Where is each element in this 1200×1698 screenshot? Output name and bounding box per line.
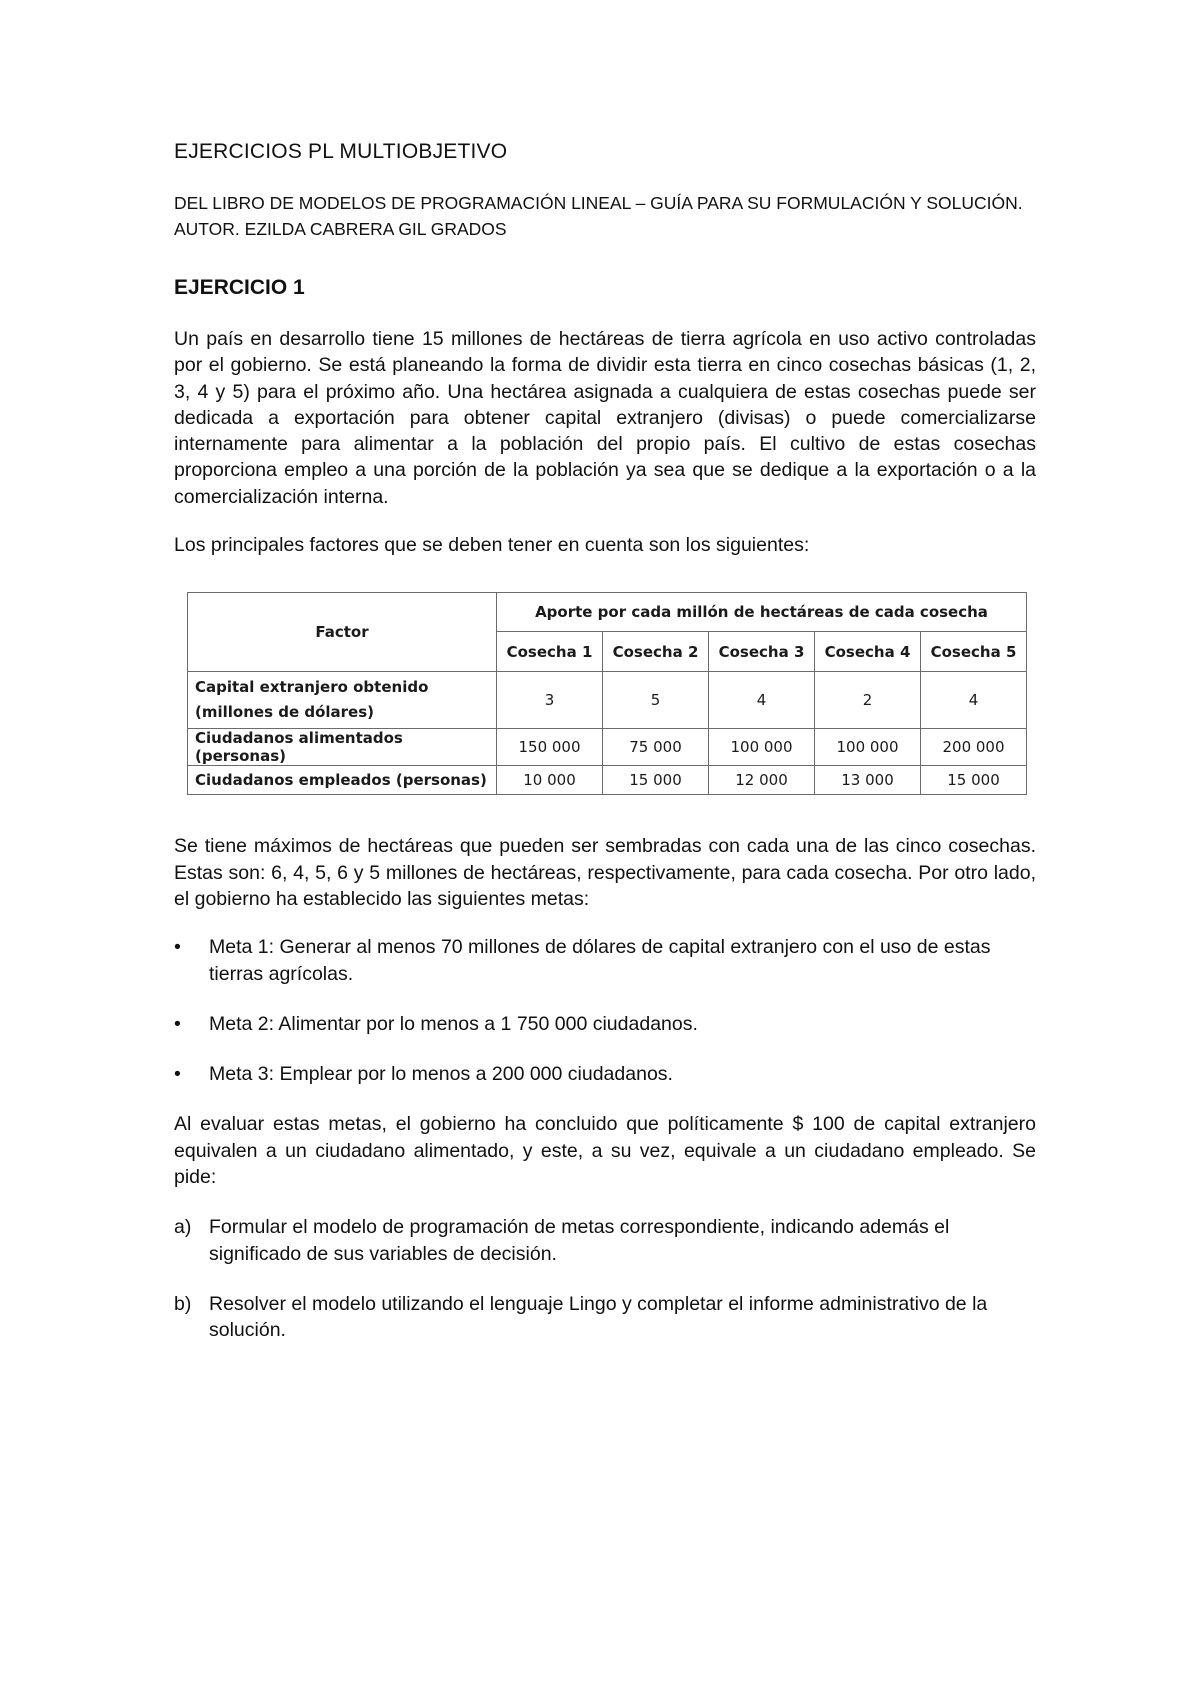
max-hectares-paragraph: Se tiene máximos de hectáreas que pueden ser sembradas con cada una de las cinco cosechas. Estas son: 6, 4, 5, 6 y 5 millones de hectáreas, respectivamente, para cada cosecha. Por otro lado, el gobierno ha establecido las siguientes metas: — [174, 835, 1036, 910]
table-row — [188, 729, 1027, 766]
table-cell: 3 — [497, 672, 603, 729]
table-cell: 15 000 — [921, 766, 1027, 795]
requirement-text: Resolver el modelo utilizando el lenguaje Lingo y completar el informe administrativo de la solución. — [209, 1292, 988, 1342]
requirements-list — [174, 1214, 1036, 1343]
document-title: EJERCICIOS PL MULTIOBJETIVO — [174, 140, 508, 163]
table-cell: 12 000 — [709, 766, 815, 795]
row-label-capital — [188, 672, 497, 729]
table-cell: 4 — [709, 672, 815, 729]
table-row — [188, 672, 1027, 729]
table-cell: 5 — [603, 672, 709, 729]
table-cell: 15 000 — [603, 766, 709, 795]
table-cell: 100 000 — [815, 729, 921, 766]
table-cell: 13 000 — [815, 766, 921, 795]
evaluation-paragraph: Al evaluar estas metas, el gobierno ha concluido que políticamente $ 100 de capital extranjero equivalen a un ciudadano alimentado, y este, a su vez, equivale a un ciudadano empleado. Se pide: — [174, 1113, 1036, 1189]
goal-text: Meta 3: Emplear por lo menos a 200 000 ciudadanos. — [209, 1063, 673, 1086]
list-item — [174, 1214, 1036, 1267]
bullet-icon: • — [174, 1012, 181, 1035]
bullet-icon: • — [174, 1063, 181, 1086]
table-cell: 200 000 — [921, 729, 1027, 766]
row-label-fed: Ciudadanos alimentados (personas) — [188, 729, 497, 766]
table-cell: 100 000 — [709, 729, 815, 766]
goal-text: Meta 1: Generar al menos 70 millones de dólares de capital extranjero con el uso de estas tierras agrícolas. — [209, 936, 991, 985]
exercise-heading: EJERCICIO 1 — [174, 276, 305, 299]
row-label-line: Capital extranjero obtenido — [195, 678, 429, 697]
intro-paragraph: Un país en desarrollo tiene 15 millones de hectáreas de tierra agrícola en uso activo controladas por el gobierno. Se está planeando la forma de dividir esta tierra en cinco cosechas básicas (1, 2, 3, 4 y 5) para el próximo año. Una hectárea asignada a cualquiera de estas cosechas puede ser dedicada a exportación para obtener capital extranjero (divisas) o puede comercializarse internamente para alimentar a la población del propio país. El cultivo de estas cosechas proporciona empleo a una porción de la población ya sea que se dedique a la exportación o a la comercialización interna. — [174, 328, 1036, 508]
document-page — [174, 140, 1036, 1368]
bullet-icon: • — [174, 936, 181, 959]
crop-header: Cosecha 2 — [603, 631, 709, 672]
crop-header: Cosecha 5 — [921, 631, 1027, 672]
goal-text: Meta 2: Alimentar por lo menos a 1 750 000 ciudadanos. — [209, 1012, 698, 1035]
crop-header: Cosecha 1 — [497, 631, 603, 672]
table-cell: 150 000 — [497, 729, 603, 766]
list-marker: b) — [174, 1292, 192, 1315]
factors-intro-paragraph: Los principales factores que se deben tener en cuenta son los siguientes: — [174, 534, 810, 557]
table-cell: 10 000 — [497, 766, 603, 795]
crop-header: Cosecha 3 — [709, 631, 815, 672]
list-marker: a) — [174, 1216, 192, 1239]
crop-header: Cosecha 4 — [815, 631, 921, 672]
table-header-row — [188, 593, 1027, 631]
factor-column-header: Factor — [188, 593, 497, 672]
row-label-employed: Ciudadanos empleados (personas) — [188, 766, 497, 795]
document-subtitle: DEL LIBRO DE MODELOS DE PROGRAMACIÓN LINEAL – GUÍA PARA SU FORMULACIÓN Y SOLUCIÓN. AUTOR. EZILDA CABRERA GIL GRADOS — [174, 193, 1023, 239]
table-cell: 2 — [815, 672, 921, 729]
row-label-line: (millones de dólares) — [195, 703, 375, 722]
factors-table — [187, 592, 1027, 795]
table-cell: 4 — [921, 672, 1027, 729]
requirement-text: Formular el modelo de programación de metas correspondiente, indicando además el significado de sus variables de decisión. — [209, 1216, 950, 1265]
list-item — [174, 1061, 1036, 1087]
list-item — [174, 1011, 1036, 1037]
list-item — [174, 1291, 1036, 1344]
goals-list — [174, 934, 1036, 1087]
group-column-header: Aporte por cada millón de hectáreas de cada cosecha — [497, 593, 1027, 631]
table-cell: 75 000 — [603, 729, 709, 766]
table-row — [188, 766, 1027, 795]
list-item — [174, 934, 1036, 987]
